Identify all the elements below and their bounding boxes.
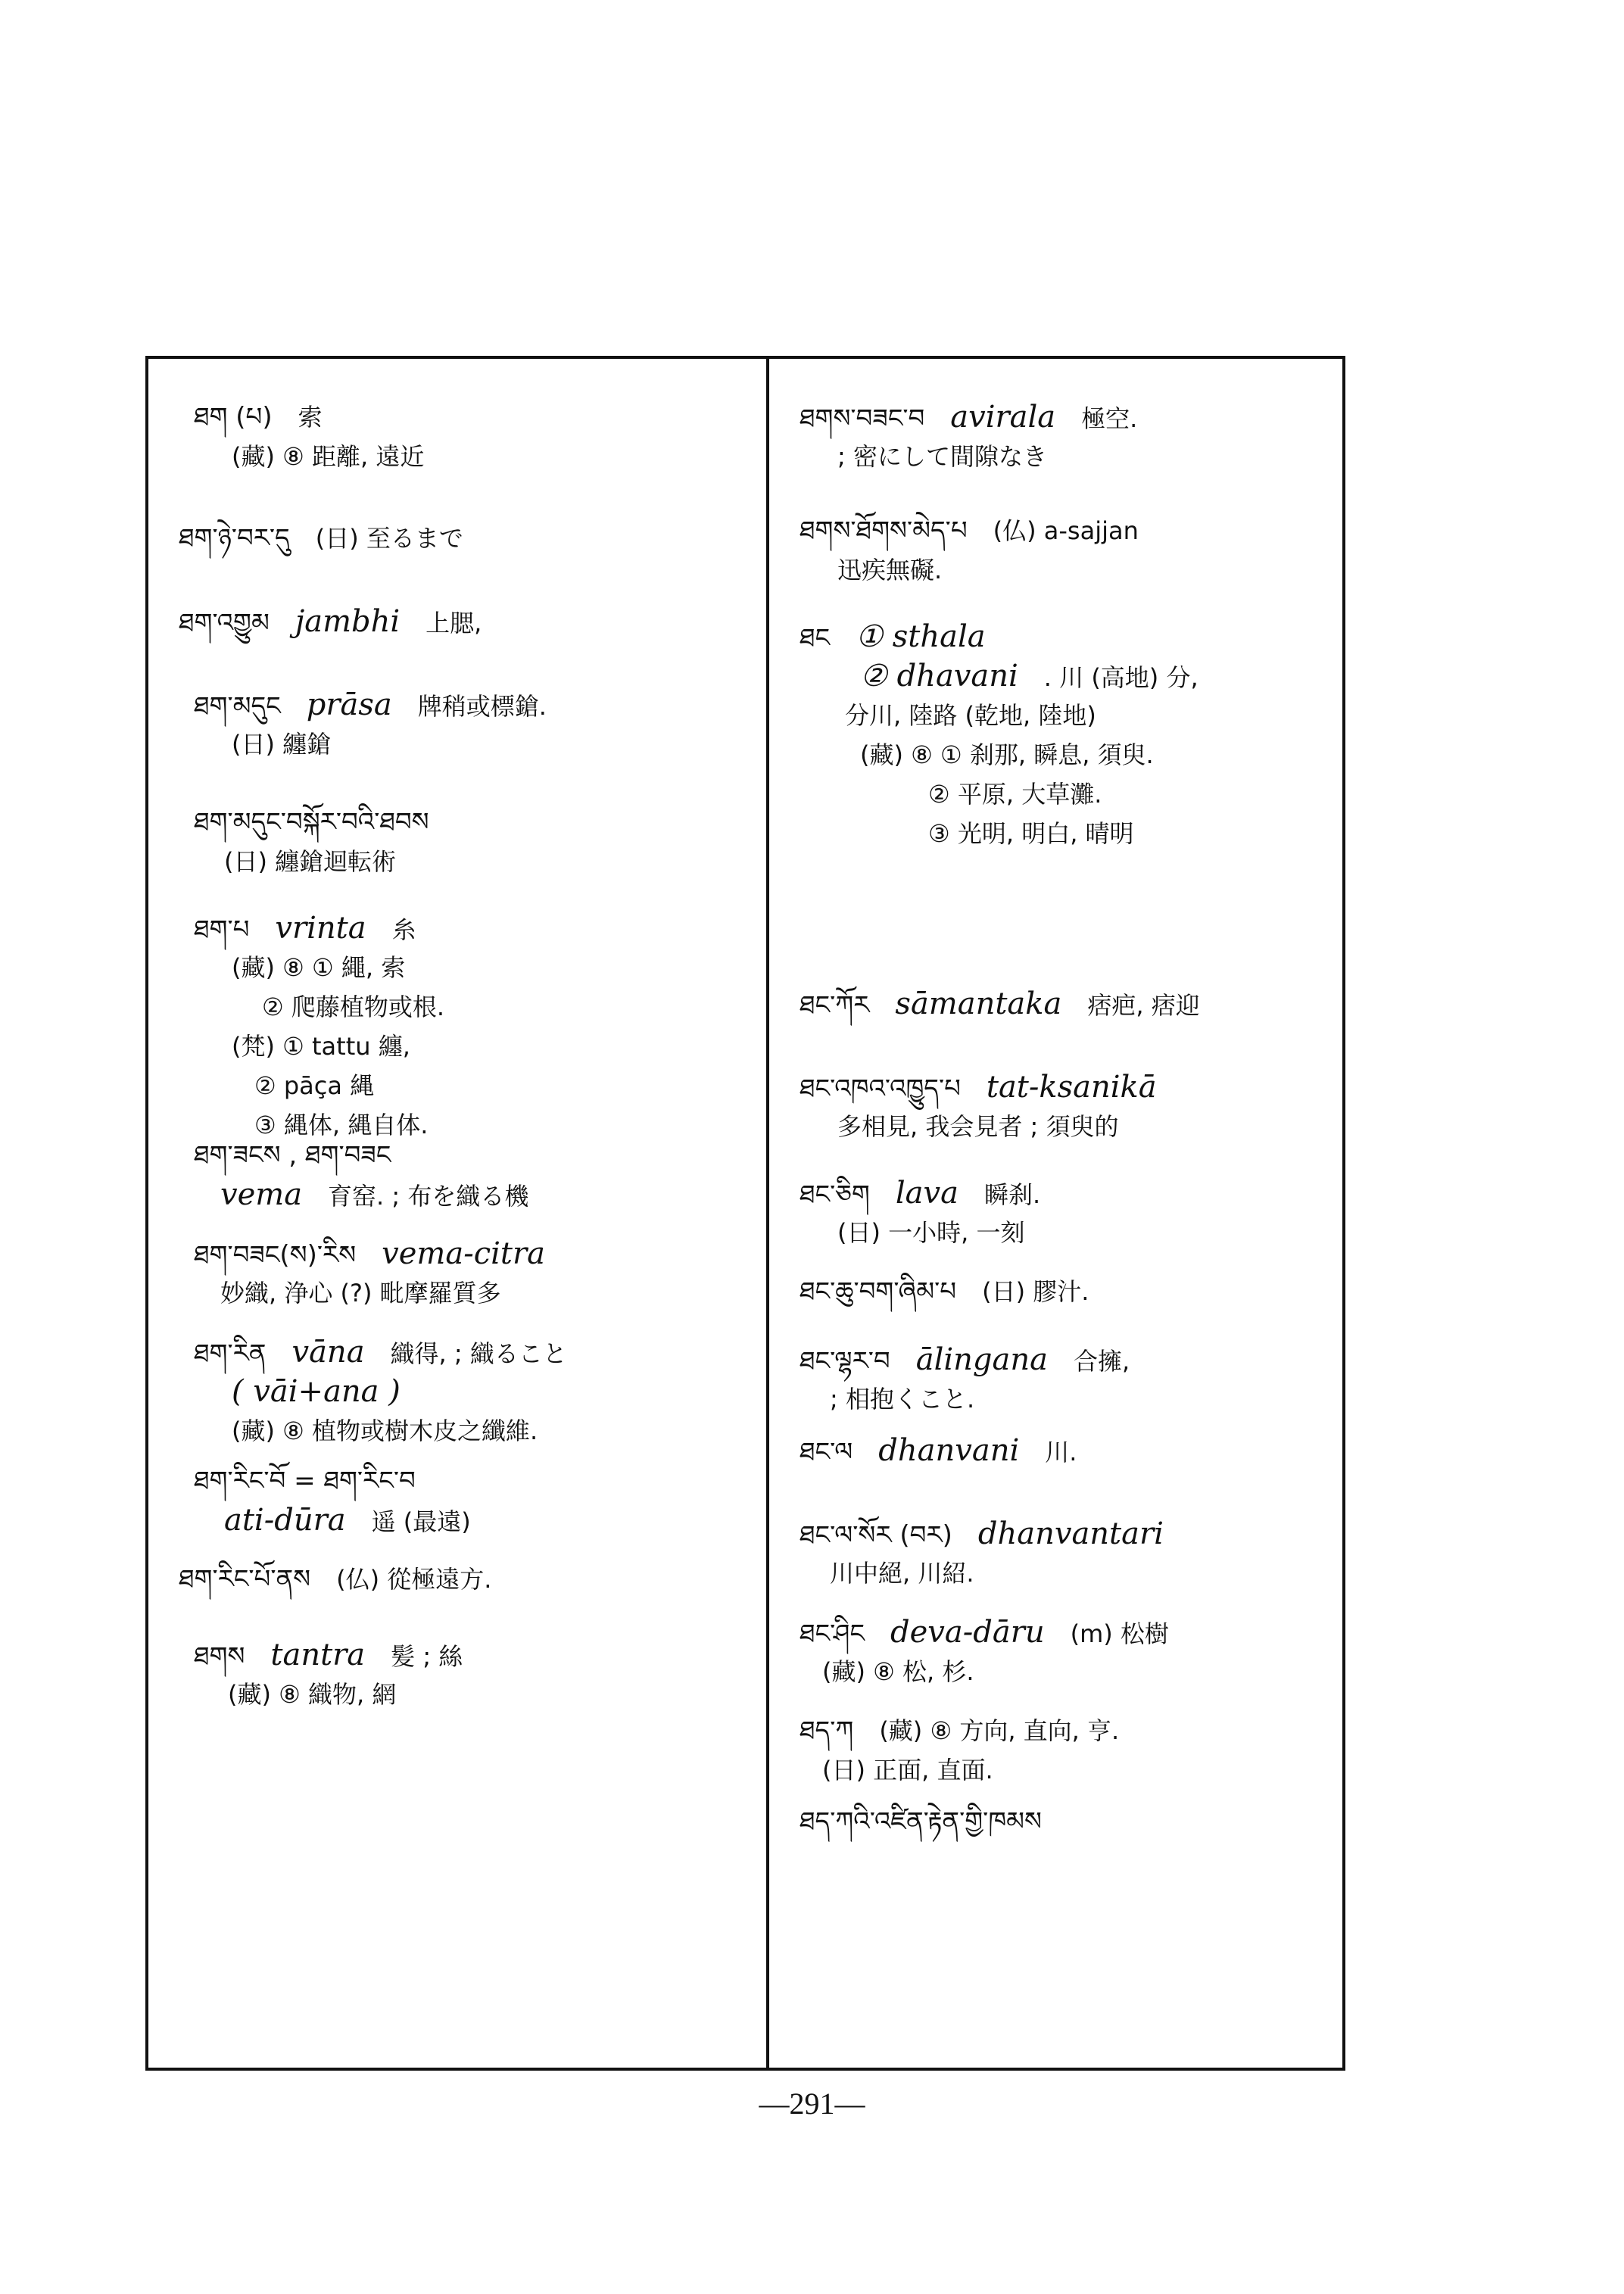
entry-line	[830, 1382, 1000, 1416]
entry-line	[232, 728, 357, 761]
entry-line	[837, 553, 968, 587]
tibetan-headword: ཐང་ལ	[800, 1437, 853, 1467]
entry-line	[194, 806, 455, 839]
gloss-text: ; 密にして間隙なき	[837, 442, 1047, 471]
entry-line	[194, 1638, 488, 1673]
entry-line	[800, 987, 1226, 1022]
tibetan-headword: ཐང་འཁའ་འཁྱུད་པ	[800, 1074, 961, 1104]
entry-line	[232, 1414, 563, 1448]
entry-line	[194, 1336, 593, 1370]
tibetan-headword: ཐགས	[194, 1641, 245, 1672]
entry-line	[800, 1177, 1066, 1211]
entry-line	[228, 1678, 422, 1711]
entry-line	[822, 1655, 1000, 1688]
gloss-text: 育窑. ; 布を織る機	[328, 1182, 529, 1211]
sanskrit-term: lava	[895, 1176, 959, 1211]
gloss-text: (藏) ⑧ ① 繩, 索	[232, 953, 406, 982]
entry-line	[800, 514, 1164, 547]
gloss-text: 牌稍或標鎗.	[417, 692, 547, 721]
entry-line	[220, 1178, 554, 1213]
gloss-text: 瞬刹.	[983, 1180, 1041, 1209]
tibetan-headword: ཐག་ཉེ་བར་དུ	[179, 523, 290, 553]
tibetan-headword: ཐང་ལྷར་བ	[800, 1346, 890, 1376]
tibetan-headword: ཐད་ཀའི་འཛིན་རྟེན་གྱི་ཁམས	[800, 1806, 1042, 1837]
gloss-text: (仏) 從極遠方.	[336, 1565, 492, 1594]
entry-line	[928, 778, 1127, 811]
entry-line	[179, 1563, 517, 1596]
gloss-text: (m) 松樹	[1070, 1619, 1169, 1648]
sanskrit-term: vema	[220, 1177, 303, 1212]
sanskrit-term: ati-dūra	[224, 1503, 346, 1538]
entry-line	[224, 1504, 497, 1538]
sanskrit-term: sāmantaka	[895, 986, 1062, 1021]
gloss-text: . 川 (高地) 分,	[1043, 663, 1199, 692]
entry-line	[232, 1030, 436, 1063]
gloss-text: (日) 膠汁.	[982, 1277, 1089, 1306]
gloss-text: (梵) ① tattu 纏,	[232, 1032, 410, 1061]
gloss-text: (藏) ⑧ 織物, 網	[228, 1680, 397, 1709]
gloss-text: ③ 光明, 明白, 晴明	[928, 819, 1134, 848]
gloss-text: ② 平原, 大草灘.	[928, 780, 1102, 809]
gloss-text: 分川, 陸路 (乾地, 陸地)	[845, 701, 1096, 730]
gloss-text: 遥 (最遠)	[371, 1507, 471, 1536]
entry-line	[194, 912, 442, 946]
entry-line	[224, 845, 422, 878]
entry-line	[194, 1464, 441, 1498]
gloss-text: (藏) ⑧ 方向, 直向, 亨.	[879, 1716, 1120, 1745]
gloss-text: ; 相抱くこと.	[830, 1385, 975, 1413]
gloss-text: (仏) a-sajjan	[993, 516, 1139, 545]
gloss-text: 糸	[391, 915, 416, 944]
sanskrit-term: ( vāi+ana )	[232, 1374, 401, 1409]
sanskrit-term: deva-dāru	[890, 1615, 1045, 1650]
sanskrit-term: dhanvani	[878, 1433, 1020, 1468]
sanskrit-term: vema-citra	[382, 1236, 545, 1271]
gloss-text: ② 爬藤植物或根.	[262, 993, 445, 1021]
entry-line	[800, 1517, 1189, 1552]
gloss-text: 織得, ; 織ること	[390, 1339, 567, 1368]
gloss-text: 多相見, 我会見者 ; 須臾的	[837, 1112, 1119, 1141]
gloss-text: ③ 縄体, 縄自体.	[254, 1111, 429, 1139]
gloss-text: 索	[298, 403, 323, 432]
gloss-text: 極空.	[1081, 404, 1138, 433]
entry-line	[837, 1216, 1051, 1249]
entry-line	[830, 1557, 1000, 1590]
tibetan-headword: ཐང་ལ་སོར (བར)	[800, 1520, 952, 1551]
entry-line	[194, 1237, 571, 1272]
tibetan-headword: ཐག་འགྱུམ	[179, 608, 270, 638]
entry-line	[800, 1071, 1183, 1105]
entry-line	[800, 1805, 1068, 1838]
tibetan-headword: ཐང་ཀོར	[800, 990, 870, 1021]
gloss-text: 妙織, 浄心 (?) 毗摩羅質多	[220, 1279, 501, 1308]
gloss-text: 川中絕, 川紹.	[830, 1559, 974, 1588]
entry-line	[845, 699, 1122, 732]
sanskrit-term: avirala	[950, 400, 1056, 435]
entry-line	[800, 1434, 1102, 1469]
entry-line	[232, 440, 450, 473]
entry-line	[800, 401, 1163, 435]
gloss-text: 上腮,	[425, 609, 482, 637]
tibetan-headword: ཐད་ཀ	[800, 1716, 854, 1746]
entry-line	[194, 401, 348, 434]
tibetan-headword: ཐགས་བཟང་བ	[800, 404, 925, 434]
gloss-text: 痞疤, 痞迎	[1087, 991, 1200, 1020]
tibetan-headword: ཐག་ཟངས , ཐག་བཟང	[194, 1140, 391, 1170]
tibetan-headword: ཐག་བཟང(ས)་རིས	[194, 1240, 357, 1270]
tibetan-headword: ཐགས་ཐོགས་མེད་པ	[800, 516, 968, 546]
gloss-text: (藏) ⑧ 松, 杉.	[822, 1657, 974, 1686]
entry-line	[232, 1375, 426, 1410]
sanskrit-term: ālingana	[915, 1342, 1048, 1377]
gloss-text: 川.	[1045, 1438, 1077, 1466]
entry-line	[860, 738, 1180, 771]
sanskrit-term: vāna	[291, 1335, 365, 1370]
sanskrit-term: jambhi	[295, 604, 401, 639]
entry-line	[220, 1276, 527, 1310]
page-frame	[145, 356, 1345, 2071]
sanskrit-term: vrinta	[275, 911, 366, 946]
entry-line	[837, 440, 1073, 473]
entry-line	[262, 990, 470, 1024]
tibetan-headword: ཐག (པ)	[194, 402, 273, 432]
gloss-text: (日) 正面, 直面.	[822, 1756, 993, 1784]
entry-line	[860, 659, 1224, 694]
entry-line	[194, 1139, 416, 1172]
tibetan-headword: ཐང་ཆུ་བག་ཞིམ་པ	[800, 1276, 957, 1307]
tibetan-headword: ཐག་རིན	[194, 1339, 267, 1369]
entry-line	[179, 605, 507, 640]
entry-line	[800, 1616, 1195, 1650]
entry-line	[179, 522, 489, 555]
gloss-text: (日) 至るまで	[315, 524, 463, 553]
gloss-text: (日) 纏鎗	[232, 730, 332, 759]
entry-line	[254, 1069, 400, 1102]
tibetan-headword: ཐང་ཤིང	[800, 1619, 865, 1649]
gloss-text: (藏) ⑧ 距離, 遠近	[232, 442, 425, 471]
tibetan-headword: ཐང	[800, 623, 831, 653]
entry-line	[800, 1275, 1114, 1308]
entry-line	[928, 817, 1160, 850]
sanskrit-term: prāsa	[306, 687, 392, 722]
entry-line	[194, 688, 572, 723]
tibetan-headword: ཐང་ཅིག	[800, 1180, 870, 1210]
tibetan-headword: ཐག་པ	[194, 915, 250, 945]
tibetan-headword: ཐག་རིང་པོ་ནས	[179, 1564, 311, 1594]
entry-line	[800, 1343, 1155, 1378]
entry-line	[800, 620, 1011, 655]
gloss-text: 合擁,	[1073, 1347, 1130, 1376]
gloss-text: (藏) ⑧ ① 刹那, 瞬息, 須臾.	[860, 740, 1154, 769]
gloss-text: (日) 一小時, 一刻	[837, 1218, 1025, 1247]
entry-line	[822, 1753, 1019, 1787]
sanskrit-term: dhanvantari	[977, 1516, 1164, 1551]
gloss-text: (藏) ⑧ 植物或樹木皮之纖維.	[232, 1417, 538, 1445]
sanskrit-term: tantra	[270, 1638, 366, 1672]
sanskrit-term: tat-ksanikā	[986, 1070, 1157, 1105]
sanskrit-term: ② dhavani	[860, 659, 1018, 693]
gloss-text: 髪 ; 絲	[391, 1642, 463, 1671]
entry-line	[837, 1110, 1144, 1143]
entry-line	[232, 951, 431, 984]
gloss-text: 迅疾無礙.	[837, 556, 943, 584]
tibetan-headword: ཐག་མདུང་བསྐོར་བའི་ཐབས	[194, 807, 429, 837]
page-number: —291—	[759, 2087, 865, 2121]
entry-line	[254, 1108, 454, 1142]
gloss-text: ② pāça 縄	[254, 1071, 375, 1100]
sanskrit-term: ① sthala	[856, 619, 986, 654]
column-divider	[766, 359, 769, 2068]
tibetan-headword: ཐག་རིང་བོ = ཐག་རིང་བ	[194, 1466, 416, 1496]
gloss-text: (日) 纏鎗迴転術	[224, 847, 397, 876]
entry-line	[800, 1714, 1145, 1747]
tibetan-headword: ཐག་མདུང	[194, 691, 281, 722]
